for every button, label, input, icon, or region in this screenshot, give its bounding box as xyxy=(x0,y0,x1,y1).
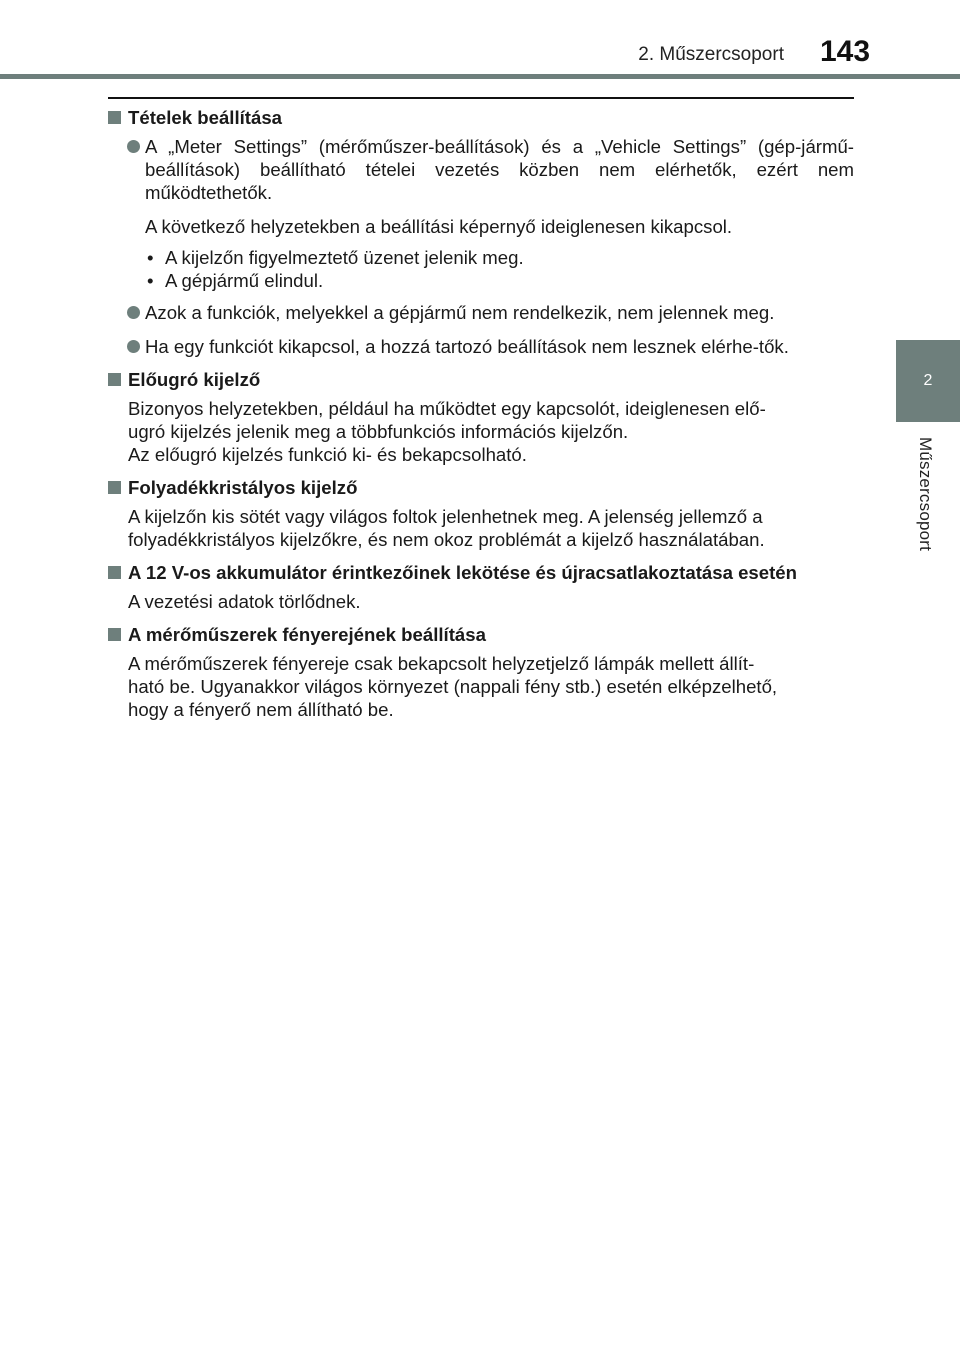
section-heading-text: A mérőműszerek fényerejének beállítása xyxy=(128,624,486,645)
bullet-point-icon: • xyxy=(147,270,154,291)
page-number: 143 xyxy=(819,35,871,68)
section-paragraph xyxy=(108,590,854,613)
round-bullet-icon xyxy=(127,140,140,153)
section-heading-text: Előugró kijelző xyxy=(128,369,261,390)
chapter-tab[interactable] xyxy=(896,340,960,422)
bullet-point-icon: • xyxy=(147,247,154,268)
section-heading xyxy=(108,368,854,391)
bullet-item xyxy=(108,335,854,358)
paragraph-line: A kijelzőn kis sötét vagy világos foltok jelenhetnek meg. A jelenség jellemző a xyxy=(128,506,763,527)
paragraph-line: Bizonyos helyzetekben, például ha működtet egy kapcsolót, ideiglenesen elő- xyxy=(128,398,766,419)
round-bullet-icon xyxy=(127,306,140,319)
square-bullet-icon xyxy=(108,481,121,494)
section-paragraph xyxy=(108,505,854,551)
section-heading-text: A 12 V-os akkumulátor érintkezőinek lekötése és újracsatlakoztatása esetén xyxy=(128,562,797,583)
section-heading xyxy=(108,106,854,129)
sub-list-item-text: A kijelzőn figyelmeztető üzenet jelenik meg. xyxy=(165,247,524,268)
square-bullet-icon xyxy=(108,373,121,386)
top-rule xyxy=(108,97,854,99)
sub-list xyxy=(108,246,854,292)
page-content xyxy=(108,106,854,731)
square-bullet-icon xyxy=(108,628,121,641)
paragraph-line: Az előugró kijelzés funkció ki- és bekapcsolható. xyxy=(128,444,527,465)
bullet-item xyxy=(108,135,854,204)
square-bullet-icon xyxy=(108,566,121,579)
chapter-tab-label: Műszercsoport xyxy=(916,437,935,552)
section-heading xyxy=(108,561,854,584)
paragraph-line: ugró kijelzés jelenik meg a többfunkciós információs kijelzőn. xyxy=(128,421,629,442)
sub-list-item-text: A gépjármű elindul. xyxy=(165,270,324,291)
header-band xyxy=(0,74,960,79)
square-bullet-icon xyxy=(108,111,121,124)
paragraph-line: hogy a fényerő nem állítható be. xyxy=(128,699,394,720)
bullet-text: A „Meter Settings” (mérőműszer-beállítások) és a „Vehicle Settings” (gép-jármű-beállítások) beállítható tételei vezetés közben nem elérhetők, ezért nem működtethetők. xyxy=(145,136,854,203)
round-bullet-icon xyxy=(127,340,140,353)
paragraph-line: A vezetési adatok törlődnek. xyxy=(128,591,361,612)
section-heading-text: Tételek beállítása xyxy=(128,107,282,128)
paragraph-line: folyadékkristályos kijelzőkre, és nem okoz problémát a kijelző használatában. xyxy=(128,529,765,550)
paragraph-line: ható be. Ugyanakkor világos környezet (nappali fény stb.) esetén elképzelhető, xyxy=(128,676,778,697)
section-paragraph xyxy=(108,397,854,466)
bullet-text: Ha egy funkciót kikapcsol, a hozzá tartozó beállítások nem lesznek elérhe-tők. xyxy=(145,336,789,357)
section-heading xyxy=(108,623,854,646)
section-heading xyxy=(108,476,854,499)
bullet-item xyxy=(108,301,854,324)
sub-list-item xyxy=(145,246,854,269)
bullet-text: Azok a funkciók, melyekkel a gépjármű nem rendelkezik, nem jelennek meg. xyxy=(145,302,775,323)
chapter-tab-number: 2 xyxy=(923,372,933,389)
note-paragraph: A következő helyzetekben a beállítási képernyő ideiglenesen kikapcsol. xyxy=(145,216,733,237)
paragraph-line: A mérőműszerek fényereje csak bekapcsolt helyzetjelző lámpák mellett állít- xyxy=(128,653,755,674)
sub-list-item xyxy=(145,269,854,292)
section-paragraph xyxy=(108,652,854,721)
section-heading-text: Folyadékkristályos kijelző xyxy=(128,477,358,498)
section-title: 2. Műszercsoport xyxy=(638,44,784,65)
